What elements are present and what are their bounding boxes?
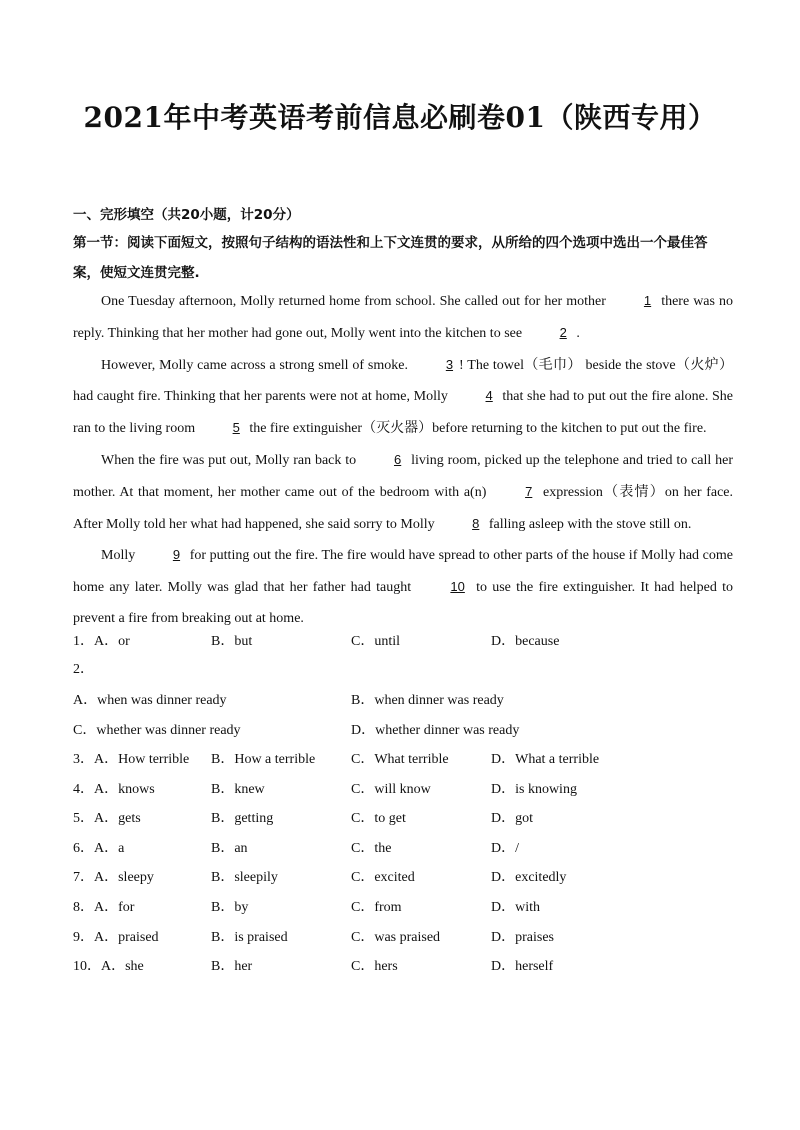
paragraph-4 [73,540,733,634]
blank-8: 8 [472,515,480,531]
option-d: D．What a terrible [491,752,600,767]
option-b: B．but [211,634,253,649]
option-c: C．to get [351,811,406,826]
instruction-text: 第一节：阅读下面短文，按照句子结构的语法性和上下文连贯的要求，从所给的四个选项中选出一个最佳答案，使短文连贯完整. [73,235,708,281]
option-d: D．whether dinner was ready [351,723,520,738]
option-b: B．How a terrible [211,752,316,767]
passage-text: However, Molly came across a strong smell of smoke. [101,357,408,373]
option-c: C．the [351,841,392,856]
question-6 [73,837,733,859]
blank-1: 1 [643,293,652,308]
option-a: A．when was dinner ready [73,693,227,708]
option-d: D．got [491,811,533,826]
blank-2: 2 [559,324,567,340]
option-a: 1．A．or [73,634,130,649]
blank-7: 7 [525,483,533,499]
question-3 [73,748,733,770]
paragraph-2 [73,350,733,445]
option-a: 6．A．a [73,841,125,856]
question-4 [73,778,733,800]
option-b: B．sleepily [211,870,278,885]
option-c: C．from [351,900,402,915]
option-c: C．What terrible [351,752,449,767]
section-heading: 一、完形填空（共20小题，计20分） [73,207,300,223]
option-a: 10．A．she [73,959,144,974]
option-a: 8．A．for [73,900,135,915]
option-d: D．excitedly [491,870,567,885]
passage-text: ! The towel（毛巾） beside the stove（火炉） had caught fire. Thinking that her parents were not at home, Molly [73,357,733,405]
option-a: 5．A．gets [73,811,141,826]
option-a: 7．A．sleepy [73,870,154,885]
option-a: 9．A．praised [73,930,159,945]
option-a: 3．A．How terrible [73,752,190,767]
question-7 [73,866,733,888]
option-b: B．her [211,959,253,974]
passage-text: Molly [101,548,136,564]
passage-text: One Tuesday afternoon, Molly returned home from school. She called out for her mother [101,294,606,309]
option-c: C．whether was dinner ready [73,723,241,738]
option-b: B．knew [211,782,265,797]
question-2-number: 2． [73,662,94,677]
option-c: C．will know [351,782,431,797]
option-d: D．/ [491,841,519,856]
blank-3: 3 [445,356,454,372]
option-c: C．until [351,634,401,649]
passage-text: When the fire was put out, Molly ran back to [101,452,357,468]
passage [73,286,733,635]
blank-6: 6 [393,451,402,467]
blank-4: 4 [485,388,493,404]
question-5 [73,807,733,829]
option-d: D．is knowing [491,782,577,797]
passage-text: expression（表情）on her face. After Molly told her what had happened, she said sorry to Molly [73,484,734,532]
option-b: B．is praised [211,930,288,945]
option-d: D．herself [491,959,554,974]
option-b: B．getting [211,811,274,826]
blank-10: 10 [450,579,465,595]
passage-text: to use the fire extinguisher. It had helped to prevent a fire from breaking out at home. [73,580,734,626]
question-8 [73,896,733,918]
passage-text: for putting out the fire. The fire would have spread to other parts of the house if Molly had come home any later. Molly was glad that her father had taught [73,548,733,596]
passage-text: . [576,325,580,341]
question-9 [73,926,733,948]
blank-5: 5 [232,420,240,436]
question-2-row-1 [73,689,733,711]
option-d: D．with [491,900,540,915]
passage-text: falling asleep with the stove still on. [488,516,692,532]
option-b: B．by [211,900,249,915]
option-c: C．was praised [351,930,441,945]
option-c: C．excited [351,870,415,885]
question-1 [73,630,733,652]
page-title: 2021年中考英语考前信息必刷卷01（陕西专用） [83,101,717,134]
passage-text: living room, picked up the telephone and tried to call her mother. At that moment, her mother came out of the bedroom with a(n) [73,452,734,500]
blank-9: 9 [172,547,181,563]
passage-text: there was no reply. Thinking that her mother had gone out, Molly went into the kitchen to see [73,294,733,341]
question-2-row-2 [73,719,733,741]
option-d: D．because [491,634,560,649]
question-10 [73,955,733,977]
passage-text: the fire extinguisher（灭火器）before returning to the kitchen to put out the fire. [249,421,707,437]
paragraph-3 [73,445,733,540]
option-b: B．an [211,841,248,856]
option-d: D．praises [491,930,554,945]
option-a: 4．A．knows [73,782,155,797]
passage-text: that she had to put out the fire alone. She ran to the living room [73,389,734,437]
paragraph-1 [73,286,733,350]
option-c: C．hers [351,959,398,974]
option-b: B．when dinner was ready [351,693,504,708]
